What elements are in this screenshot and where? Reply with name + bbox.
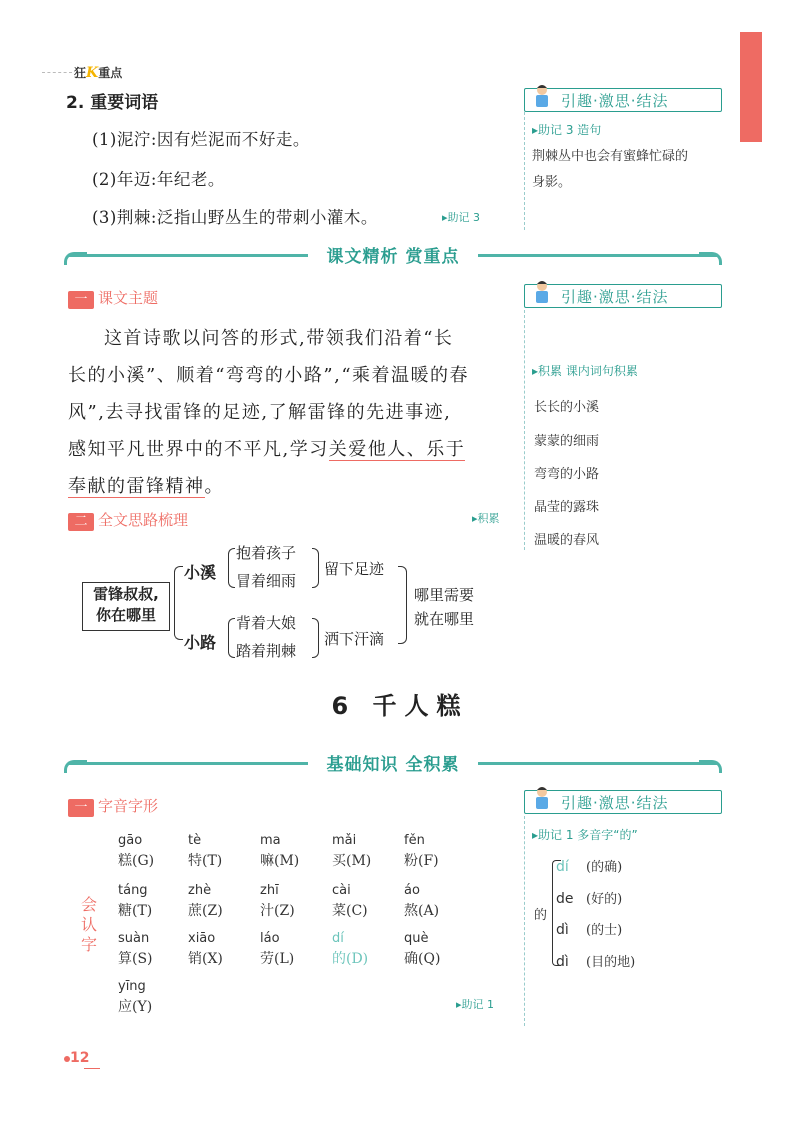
teacher-icon [531, 279, 553, 305]
side-banner-3-text: 引趣·激思·结法 [561, 794, 669, 812]
vocab-item-2: (2)年迈:年纪老。 [92, 170, 225, 189]
chars-badge-num: 一 [68, 799, 94, 817]
side-divider-3 [524, 816, 525, 1026]
theme-paragraph [68, 320, 516, 505]
char-cell: mǎi 买(M) [332, 833, 372, 869]
char-cell: tè 特(T) [188, 833, 223, 869]
char-cell: zhī 汁(Z) [260, 883, 295, 919]
side2-label: ▸积累 课内词句积累 [532, 364, 638, 378]
outline-badge-label: 全文思路梳理 [98, 511, 189, 529]
char-cell: què 确(Q) [404, 931, 441, 967]
side1-text-1: 荆棘丛中也会有蜜蜂忙碌的 [532, 149, 689, 164]
section-bar-analysis [68, 244, 718, 266]
lesson-title: 6 千人糕 [331, 692, 469, 720]
mindmap-branch-2: 小路 [184, 633, 217, 652]
char-cell: áo 熬(A) [404, 883, 440, 919]
de-item-4: dì (目的地) [556, 954, 636, 970]
mindmap-b2-item-1: 背着大娘 [236, 614, 297, 632]
header-divider [42, 72, 72, 73]
chars-badge [68, 795, 158, 813]
page-edge-tab [740, 32, 762, 142]
mindmap-brace-5 [312, 618, 319, 658]
mindmap-final-2: 就在哪里 [414, 610, 475, 628]
side-divider-1 [524, 112, 525, 230]
char-cell: zhè 蔗(Z) [188, 883, 223, 919]
chars-help-link[interactable]: ▸助记 1 [456, 998, 495, 1011]
vocab-help-link[interactable]: ▸助记 3 [442, 211, 481, 224]
mindmap-brace-4 [228, 618, 235, 658]
side-divider-2 [524, 310, 525, 550]
char-cell: suàn 算(S) [118, 931, 153, 967]
mindmap-brace-6 [398, 566, 407, 644]
brand-logo [74, 64, 122, 81]
de-item-2: de (好的) [556, 891, 623, 907]
theme-line-1: 这首诗歌以问答的形式,带领我们沿着“长 [104, 328, 454, 349]
de-item-1: dí (的确) [556, 859, 623, 875]
mindmap-b2-result: 洒下汗滴 [324, 630, 385, 648]
vocab-item-3: (3)荆棘:泛指山野丛生的带刺小灌木。 [92, 208, 378, 227]
side1-label: ▸助记 3 造句 [532, 123, 602, 137]
char-cell: xiāo 销(X) [188, 931, 223, 967]
brand-prefix: 狂 [74, 66, 87, 80]
brand-suffix: 重点 [98, 66, 123, 80]
theme-line-4 [68, 431, 516, 468]
vocab-heading: 2. 重要词语 [66, 93, 159, 113]
section-title-basics: 基础知识 全积累 [326, 755, 460, 775]
chars-badge-label: 字音字形 [98, 797, 159, 815]
char-cell-highlight: dí 的(D) [332, 931, 369, 967]
side-banner-1 [524, 88, 722, 112]
page-number-underline [84, 1068, 100, 1069]
page-number: 12 [70, 1050, 90, 1066]
side3-label: ▸助记 1 多音字“的” [532, 828, 638, 842]
teacher-icon [531, 83, 553, 109]
side-banner-3 [524, 790, 722, 814]
theme-line-5 [68, 468, 516, 505]
side2-phrase-2: 蒙蒙的细雨 [534, 434, 600, 449]
mindmap-root-line2: 你在哪里 [95, 606, 156, 624]
char-cell: cài 菜(C) [332, 883, 368, 919]
chars-vertical-label: 会认字 [80, 895, 97, 954]
outline-badge [68, 509, 188, 527]
mindmap-brace-2 [228, 548, 235, 588]
side1-text-2: 身影。 [532, 175, 572, 190]
theme-line-5b: 。 [204, 476, 224, 497]
char-cell: fěn 粉(F) [404, 833, 439, 869]
theme-line-4b: 关爱他人、乐于 [328, 439, 466, 460]
theme-badge-num: 一 [68, 291, 94, 309]
side-banner-1-text: 引趣·激思·结法 [561, 92, 669, 110]
mindmap-branch-1: 小溪 [184, 563, 217, 582]
theme-line-3: 风”,去寻找雷锋的足迹,了解雷锋的先进事迹, [68, 402, 452, 423]
char-cell: táng 糖(T) [118, 883, 153, 919]
char-cell: láo 劳(L) [260, 931, 295, 967]
theme-line-2: 长的小溪”、顺着“弯弯的小路”,“乘着温暖的春 [68, 365, 470, 386]
outline-badge-num: 二 [68, 513, 94, 531]
section-bar-basics [68, 752, 718, 774]
side3-char: 的 [534, 908, 548, 923]
brand-k: K [86, 65, 99, 81]
side-banner-2-text: 引趣·激思·结法 [561, 288, 669, 306]
mindmap-final-1: 哪里需要 [414, 586, 475, 604]
mindmap-b2-item-2: 踏着荆棘 [236, 642, 297, 660]
side-banner-2 [524, 284, 722, 308]
char-cell: yīng 应(Y) [118, 979, 153, 1015]
vocab-item-1: (1)泥泞:因有烂泥而不好走。 [92, 130, 310, 149]
mindmap-brace-3 [312, 548, 319, 588]
outline-help-link[interactable]: ▸积累 [472, 512, 500, 525]
char-cell: gāo 糕(G) [118, 833, 155, 869]
teacher-icon [531, 785, 553, 811]
theme-line-5a: 奉献的雷锋精神 [68, 476, 205, 497]
side2-phrase-1: 长长的小溪 [534, 400, 600, 415]
theme-badge-label: 课文主题 [98, 289, 159, 307]
theme-badge [68, 287, 158, 305]
side2-phrase-5: 温暖的春风 [534, 533, 600, 548]
mindmap-brace-1 [174, 566, 183, 640]
mindmap-b1-item-1: 抱着孩子 [236, 544, 297, 562]
de-item-3: dì (的士) [556, 922, 623, 938]
theme-line-4a: 感知平凡世界中的不平凡,学习 [68, 439, 329, 460]
mindmap-b1-result: 留下足迹 [324, 560, 385, 578]
mindmap-root-line1: 雷锋叔叔, [93, 585, 159, 603]
mindmap-b1-item-2: 冒着细雨 [236, 572, 297, 590]
mindmap-root [82, 582, 170, 631]
section-title-analysis: 课文精析 赏重点 [326, 247, 460, 267]
char-cell: ma 嘛(M) [260, 833, 300, 869]
side2-phrase-3: 弯弯的小路 [534, 467, 600, 482]
side2-phrase-4: 晶莹的露珠 [534, 500, 600, 515]
